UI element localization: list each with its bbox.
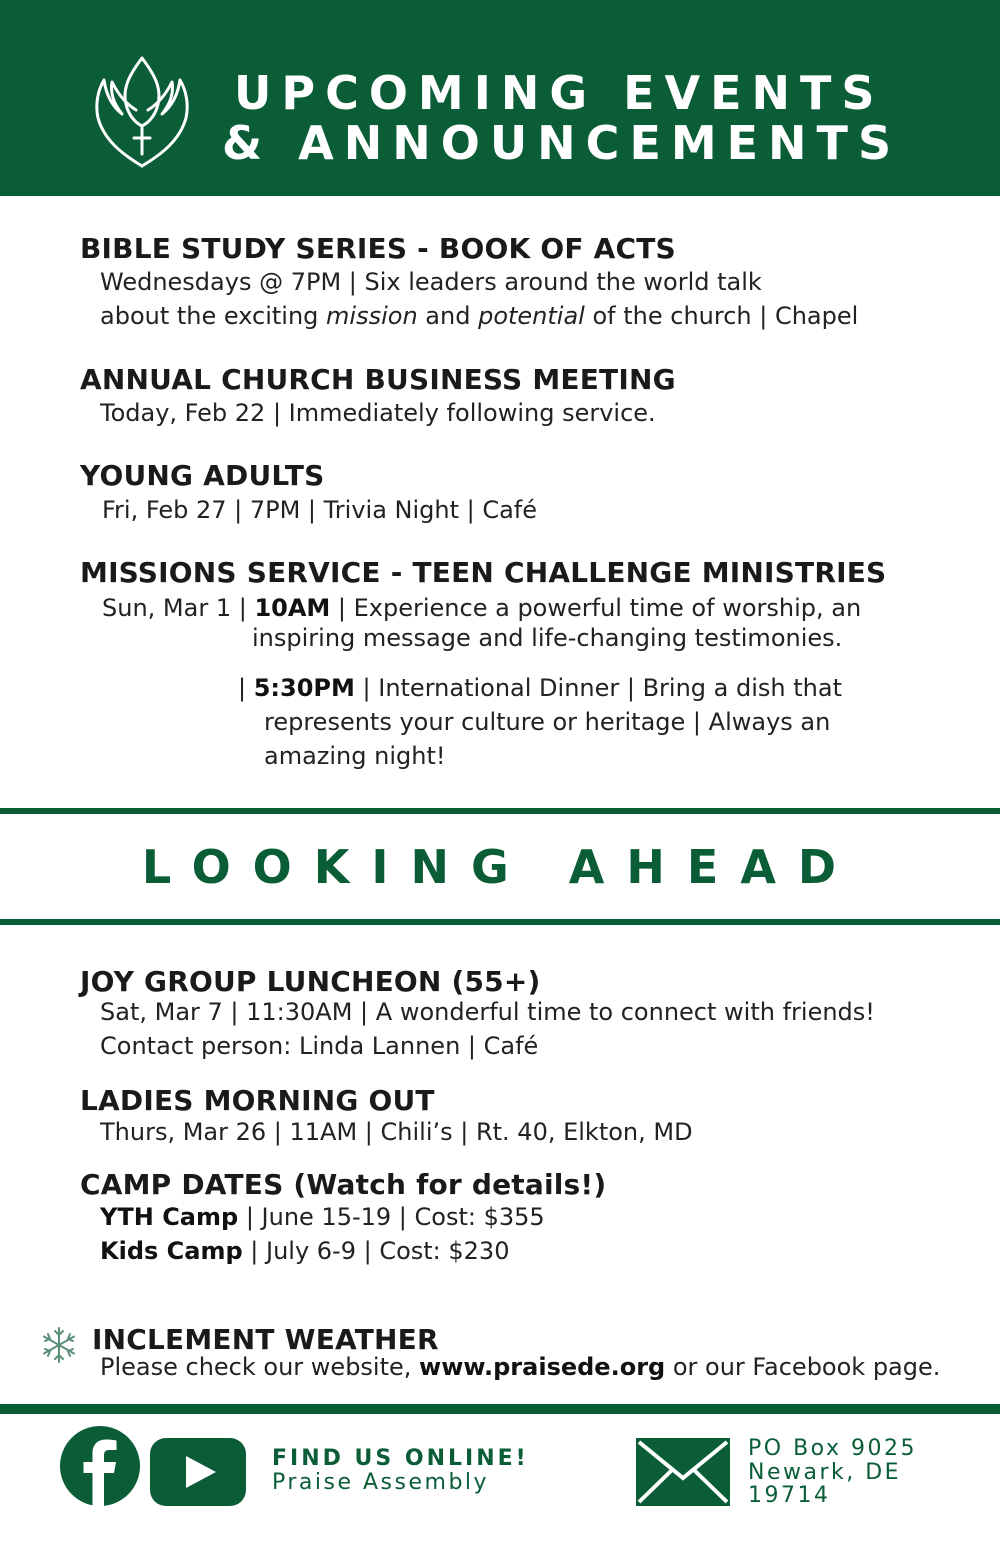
weather-line: Please check our website, www.praisede.org or our Facebook page. <box>100 1353 941 1381</box>
header-title-line2: & ANNOUNCEMENTS <box>222 116 902 170</box>
divider-top <box>0 808 1000 814</box>
snowflake-icon <box>40 1326 78 1364</box>
bible-study-title: BIBLE STUDY SERIES - BOOK OF ACTS <box>80 232 676 265</box>
website-link[interactable]: www.praisede.org <box>419 1353 666 1381</box>
business-meeting-title: ANNUAL CHURCH BUSINESS MEETING <box>80 363 676 396</box>
find-us-online-label: FIND US ONLINE! <box>272 1446 529 1471</box>
joy-group-line2: Contact person: Linda Lannen | Café <box>100 1032 539 1060</box>
facebook-icon[interactable] <box>60 1426 140 1506</box>
address-line2: Newark, DE <box>748 1460 902 1485</box>
address-line1: PO Box 9025 <box>748 1436 917 1461</box>
footer-divider <box>0 1404 1000 1414</box>
missions-line1: Sun, Mar 1 | 10AM | Experience a powerful time of worship, an <box>102 594 862 622</box>
missions-line4: represents your culture or heritage | Always an <box>264 708 831 736</box>
young-adults-title: YOUNG ADULTS <box>80 459 325 492</box>
ladies-line1: Thurs, Mar 26 | 11AM | Chili’s | Rt. 40, Elkton, MD <box>100 1118 693 1146</box>
address-line3: 19714 <box>748 1483 831 1508</box>
weather-title: INCLEMENT WEATHER <box>92 1323 439 1356</box>
church-name: Praise Assembly <box>272 1470 490 1495</box>
mail-icon <box>636 1438 730 1506</box>
camp-title: CAMP DATES (Watch for details!) <box>80 1168 607 1201</box>
header-banner <box>0 0 1000 196</box>
missions-line2: inspiring message and life-changing testimonies. <box>252 624 843 652</box>
joy-group-title: JOY GROUP LUNCHEON (55+) <box>80 965 541 998</box>
bible-study-line1: Wednesdays @ 7PM | Six leaders around the world talk <box>100 268 762 296</box>
camp-kids-line: Kids Camp | July 6-9 | Cost: $230 <box>100 1237 510 1265</box>
missions-line3: | 5:30PM | International Dinner | Bring a dish that <box>238 674 842 702</box>
looking-ahead-heading: LOOKING AHEAD <box>141 840 859 894</box>
business-meeting-line1: Today, Feb 22 | Immediately following service. <box>100 399 656 427</box>
young-adults-line1: Fri, Feb 27 | 7PM | Trivia Night | Café <box>102 496 538 524</box>
missions-line5: amazing night! <box>264 742 446 770</box>
ladies-title: LADIES MORNING OUT <box>80 1084 435 1117</box>
missions-title: MISSIONS SERVICE - TEEN CHALLENGE MINISTRIES <box>80 556 887 589</box>
divider-bottom <box>0 919 1000 925</box>
joy-group-line1: Sat, Mar 7 | 11:30AM | A wonderful time to connect with friends! <box>100 998 875 1026</box>
header-title-line1: UPCOMING EVENTS <box>234 66 885 120</box>
youtube-icon[interactable] <box>150 1438 246 1506</box>
praying-hands-flame-cross-icon <box>92 54 192 172</box>
camp-yth-line: YTH Camp | June 15-19 | Cost: $355 <box>100 1203 545 1231</box>
bible-study-line2: about the exciting mission and potential of the church | Chapel <box>100 302 859 330</box>
